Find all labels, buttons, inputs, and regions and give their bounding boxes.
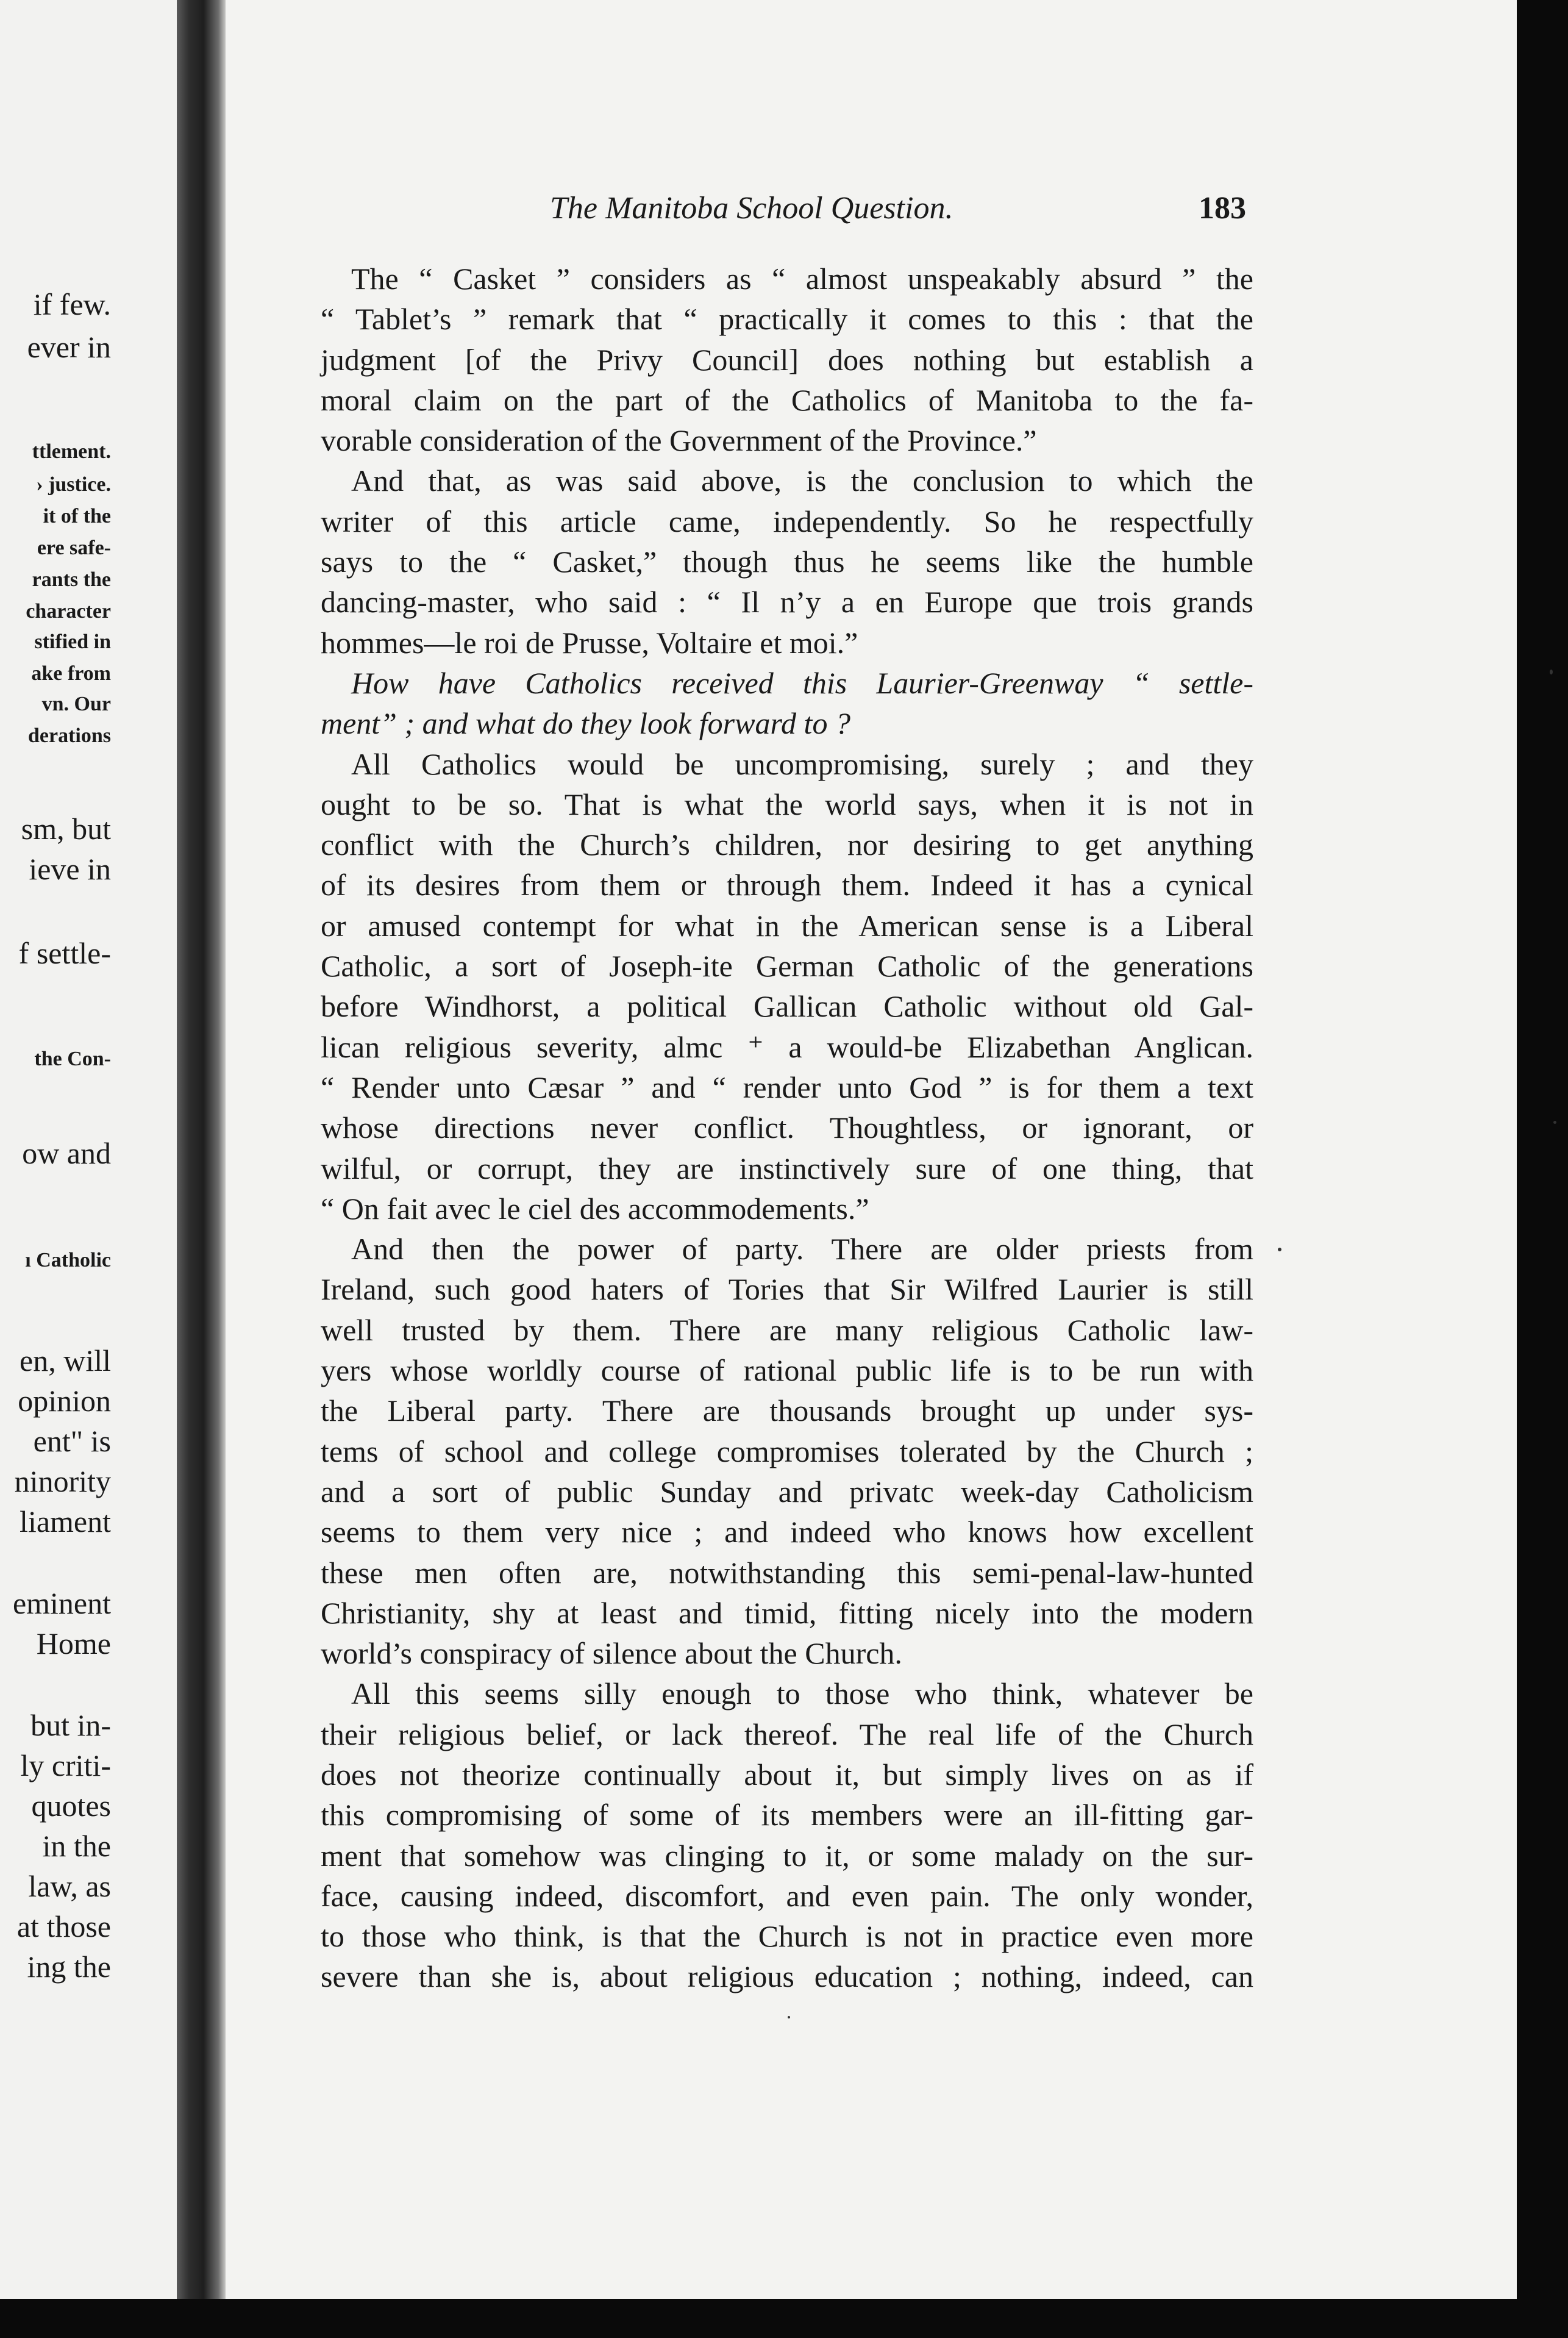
body-line: All Catholics would be uncompromising, surely ; and they [351,746,1253,781]
previous-page-line: ake from [31,662,111,685]
previous-page-line: but in- [30,1708,111,1742]
body-line: or amused contempt for what in the American sense is a Liberal [321,908,1253,943]
body-line: ment” ; and what do they look forward to ? [321,706,850,741]
body-line: ought to be so. That is what the world says, when it is not in [321,787,1253,821]
body-line: “ Tablet’s ” remark that “ practically it comes to this : that the [321,302,1253,337]
body-line: says to the “ Casket,” though thus he seems like the humble [321,545,1253,579]
body-line: ment that somehow was clinging to it, or some malady on the sur- [321,1838,1253,1873]
scan-speck [788,2016,790,2018]
body-line: the Liberal party. There are thousands brought up under sys- [321,1393,1253,1428]
body-line: And then the power of party. There are older priests from [351,1232,1253,1267]
scan-bottom-border [0,2299,1568,2338]
body-line: these men often are, notwithstanding this semi-penal-law-hunted [321,1555,1253,1590]
previous-page-fragment [0,0,177,2338]
previous-page-line: ow and [22,1136,111,1170]
previous-page-line: ly criti- [20,1748,111,1782]
running-head [323,190,1246,239]
body-line: judgment [of the Privy Council] does nothing but establish a [321,342,1253,377]
body-line: Catholic, a sort of Joseph-ite German Catholic of the generations [321,949,1253,984]
previous-page-line: character [26,600,111,623]
body-line: seems to them very nice ; and indeed who knows how excellent [321,1515,1253,1550]
previous-page-line: f settle- [18,936,111,970]
previous-page-line: ere safe- [37,537,111,559]
body-line: vorable consideration of the Government of the Province.” [321,423,1037,458]
body-line: And that, as was said above, is the conclusion to which the [351,463,1253,498]
body-line: their religious belief, or lack thereof. The real life of the Church [321,1717,1253,1751]
previous-page-line: in the [42,1829,111,1863]
previous-page-line: rants the [32,568,111,591]
body-line: tems of school and college compromises tolerated by the Church ; [321,1434,1253,1468]
body-line: The “ Casket ” considers as “ almost unspeakably absurd ” the [351,262,1253,296]
body-line: hommes—le roi de Prusse, Voltaire et moi.” [321,625,858,660]
body-line: yers whose worldly course of rational public life is to be run with [321,1353,1253,1388]
body-line: to those who think, is that the Church is not in practice even more [321,1919,1253,1954]
previous-page-line: ing the [27,1950,111,1984]
scan-speck [1553,1121,1556,1124]
body-line: Christianity, shy at least and timid, fitting nicely into the modern [321,1595,1253,1630]
previous-page-line: the Con- [34,1048,111,1070]
previous-page-line: sm, but [21,812,111,846]
previous-page-line: eminent [12,1586,111,1620]
body-line: All this seems silly enough to those who think, whatever be [351,1676,1253,1711]
previous-page-line: opinion [18,1384,111,1418]
running-head-title: The Manitoba School Question. [550,191,953,226]
body-line: lican religious severity, almc ⁺ a would-be Elizabethan Anglican. [321,1029,1253,1064]
body-line: moral claim on the part of the Catholics of Manitoba to the fa- [321,382,1253,417]
previous-page-line: en, will [20,1343,111,1378]
previous-page-line: law, as [28,1869,111,1903]
previous-page-line: if few. [33,287,111,321]
previous-page-line: ever in [27,330,111,364]
body-text [321,259,1253,1997]
body-line: Ireland, such good haters of Tories that Sir Wilfred Laurier is still [321,1272,1253,1307]
previous-page-line: ı Catholic [25,1249,111,1271]
previous-page-line: at those [16,1909,111,1943]
previous-page-line: vn. Our [41,693,111,715]
previous-page-line: ttlement. [32,440,111,463]
scan-speck [1550,670,1553,674]
body-line: whose directions never conflict. Thoughtless, or ignorant, or [321,1110,1253,1145]
previous-page-line: quotes [31,1789,111,1823]
previous-page-line: Home [36,1626,111,1661]
previous-page-line: derations [28,724,111,747]
body-line: and a sort of public Sunday and privatc week-day Catholicism [321,1474,1253,1509]
body-line: How have Catholics received this Laurier-Greenway “ settle- [351,665,1253,700]
book-gutter-shadow [177,0,226,2338]
previous-page-line: ent" is [33,1424,111,1458]
body-line: severe than she is, about religious education ; nothing, indeed, can [321,1959,1253,1994]
body-line: “ On fait avec le ciel des accommodements.” [321,1191,869,1226]
body-line: this compromising of some of its members were an ill-fitting gar- [321,1798,1253,1832]
previous-page-line: › justice. [36,473,111,496]
body-line: does not theorize continually about it, but simply lives on as if [321,1757,1253,1792]
body-line: dancing-master, who said : “ Il n’y a en Europe que trois grands [321,585,1253,620]
body-line: of its desires from them or through them. Indeed it has a cynical [321,868,1253,903]
body-line: well trusted by them. There are many religious Catholic law- [321,1312,1253,1347]
body-line: writer of this article came, independently. So he respectfully [321,504,1253,538]
previous-page-line: ieve in [29,852,111,886]
body-line: before Windhorst, a political Gallican Catholic without old Gal- [321,989,1253,1024]
previous-page-line: stified in [34,631,111,653]
body-line: face, causing indeed, discomfort, and even pain. The only wonder, [321,1878,1253,1913]
body-line: “ Render unto Cæsar ” and “ render unto God ” is for them a text [321,1070,1253,1104]
scan-right-border [1517,0,1568,2338]
scan-speck [1278,1248,1281,1251]
body-line: wilful, or corrupt, they are instinctively sure of one thing, that [321,1151,1253,1185]
previous-page-line: it of the [43,505,111,527]
body-line: world’s conspiracy of silence about the Church. [321,1636,902,1671]
body-line: conflict with the Church’s children, nor desiring to get anything [321,828,1253,862]
page-number: 183 [1199,191,1246,226]
previous-page-line: liament [20,1504,111,1539]
previous-page-line: ninority [14,1464,111,1498]
